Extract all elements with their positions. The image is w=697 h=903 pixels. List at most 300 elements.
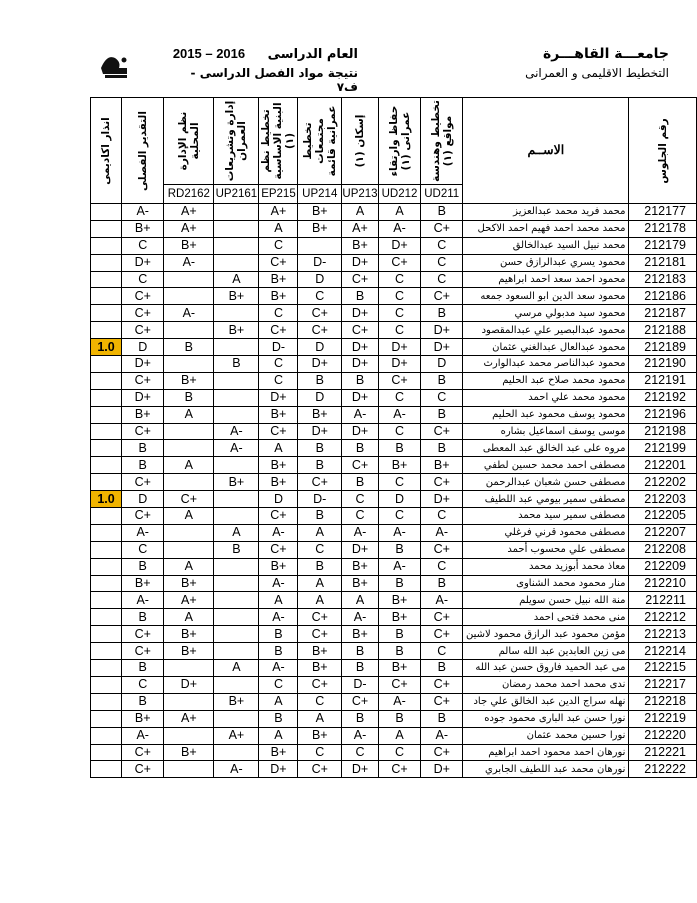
grade-cell: C+ — [421, 693, 463, 710]
semester-grade-cell: C — [122, 541, 164, 558]
academic-warning-cell — [91, 609, 122, 626]
grade-cell: C+ — [421, 626, 463, 643]
academic-warning-cell — [91, 457, 122, 474]
semester-grade-cell: C+ — [122, 423, 164, 440]
seat-number-cell: 212187 — [629, 305, 697, 322]
grade-cell: A — [298, 524, 342, 541]
seat-number-cell: 212177 — [629, 204, 697, 221]
grade-cell: A- — [342, 727, 379, 744]
seat-number-cell: 212203 — [629, 491, 697, 508]
grade-cell: A — [164, 609, 214, 626]
semester-grade-cell: C+ — [122, 288, 164, 305]
grade-cell: C — [342, 744, 379, 761]
table-row — [91, 204, 697, 221]
academic-warning-cell — [91, 288, 122, 305]
student-name-cell: منة الله نبيل حسن سويلم — [463, 592, 629, 609]
seat-number-cell: 212188 — [629, 322, 697, 339]
table-row — [91, 609, 697, 626]
grade-cell: A- — [342, 609, 379, 626]
academic-warning-cell — [91, 710, 122, 727]
grade-cell: A — [214, 660, 259, 677]
grade-cell: B+ — [214, 322, 259, 339]
grade-cell: C — [259, 305, 298, 322]
grade-cell: B — [298, 440, 342, 457]
grade-cell: A — [164, 406, 214, 423]
grade-cell: A- — [259, 575, 298, 592]
semester-grade-cell: A- — [122, 727, 164, 744]
grade-cell: B — [421, 660, 463, 677]
grade-cell: C+ — [259, 541, 298, 558]
grade-cell: D+ — [259, 389, 298, 406]
grade-cell: C+ — [378, 254, 420, 271]
grade-cell: D — [259, 491, 298, 508]
student-name-cell: محمود عبدالناصر محمد عبدالوارث — [463, 356, 629, 373]
seat-number-cell: 212190 — [629, 356, 697, 373]
student-name-cell: منار محمود محمد الشناوى — [463, 575, 629, 592]
grade-cell — [214, 204, 259, 221]
grade-cell: A+ — [164, 710, 214, 727]
student-name-cell: محمود يسري عبدالرازق حسن — [463, 254, 629, 271]
academic-warning-cell — [91, 204, 122, 221]
table-row — [91, 710, 697, 727]
table-row — [91, 406, 697, 423]
grade-cell: B — [342, 660, 379, 677]
grade-cell: A- — [421, 727, 463, 744]
grade-cell: D+ — [421, 491, 463, 508]
grade-cell: A- — [164, 305, 214, 322]
grade-cell: B+ — [298, 727, 342, 744]
grade-cell: D+ — [342, 254, 379, 271]
grade-cell: D+ — [378, 339, 420, 356]
student-name-cell: محمود محمد صلاح عبد الحليم — [463, 372, 629, 389]
grade-cell: C — [421, 558, 463, 575]
academic-warning-cell — [91, 237, 122, 254]
grade-cell: B+ — [259, 558, 298, 575]
grade-cell: A- — [421, 524, 463, 541]
grade-cell: D+ — [342, 423, 379, 440]
grade-cell: B — [378, 643, 420, 660]
grade-cell: D- — [342, 676, 379, 693]
grade-cell: B — [342, 440, 379, 457]
table-row — [91, 727, 697, 744]
academic-year-value: 2016 – 2015 — [172, 46, 246, 61]
academic-warning-cell — [91, 660, 122, 677]
grade-cell: B — [378, 575, 420, 592]
seat-number-cell: 212219 — [629, 710, 697, 727]
grade-cell: C — [298, 288, 342, 305]
grade-cell: B+ — [342, 558, 379, 575]
table-row — [91, 491, 697, 508]
grade-cell: A+ — [342, 220, 379, 237]
seat-number-cell: 212212 — [629, 609, 697, 626]
grade-cell — [164, 761, 214, 778]
course-code: UP213 — [342, 185, 379, 204]
academic-warning-cell — [91, 220, 122, 237]
grade-cell — [214, 575, 259, 592]
semester-grade-cell: B — [122, 693, 164, 710]
grade-cell: C — [259, 356, 298, 373]
table-row — [91, 372, 697, 389]
academic-warning-cell — [91, 356, 122, 373]
grade-cell: C+ — [421, 609, 463, 626]
table-row — [91, 676, 697, 693]
grade-cell: B+ — [164, 744, 214, 761]
grade-cell: B+ — [214, 693, 259, 710]
grade-cell — [214, 220, 259, 237]
grade-cell: B+ — [298, 220, 342, 237]
academic-warning-cell — [91, 592, 122, 609]
grade-cell: D+ — [421, 339, 463, 356]
academic-warning-cell — [91, 626, 122, 643]
department-name: التخطيط الاقليمى و العمرانى — [525, 66, 669, 80]
grade-cell: A- — [342, 524, 379, 541]
grade-cell: C+ — [298, 626, 342, 643]
academic-warning-cell — [91, 524, 122, 541]
grade-cell: C — [378, 423, 420, 440]
grade-cell — [164, 474, 214, 491]
grade-cell: B — [421, 575, 463, 592]
student-name-cell: مروه على عبد الخالق عبد المعطى — [463, 440, 629, 457]
results-table-body — [91, 98, 697, 778]
academic-warning-cell — [91, 305, 122, 322]
table-row — [91, 423, 697, 440]
seat-number-cell: 212181 — [629, 254, 697, 271]
grade-cell: B — [342, 288, 379, 305]
grade-cell: C — [378, 288, 420, 305]
academic-warning-cell — [91, 508, 122, 525]
grade-cell: A- — [214, 423, 259, 440]
semester-grade-cell: A- — [122, 204, 164, 221]
seat-number-cell: 212192 — [629, 389, 697, 406]
grade-cell: D+ — [164, 676, 214, 693]
seat-number-cell: 212210 — [629, 575, 697, 592]
grade-cell: C — [421, 508, 463, 525]
grade-cell: A- — [214, 761, 259, 778]
grade-cell — [214, 389, 259, 406]
grade-cell: C — [421, 271, 463, 288]
subject-header-ep215: تخطيط نظم البنية الاساسية (١) — [259, 98, 298, 185]
grade-cell — [214, 491, 259, 508]
seat-number-cell: 212221 — [629, 744, 697, 761]
table-row — [91, 322, 697, 339]
grade-cell: A — [259, 693, 298, 710]
grade-cell: C+ — [298, 676, 342, 693]
semester-grade-cell: D+ — [122, 389, 164, 406]
grade-cell: D — [298, 339, 342, 356]
grade-cell: A+ — [214, 727, 259, 744]
grade-cell: B+ — [378, 660, 420, 677]
seat-number-cell: 212178 — [629, 220, 697, 237]
subject-header-ud211: تخطيط وهندسة مواقع (١) — [421, 98, 463, 185]
name-header: الاســم — [463, 98, 629, 204]
seat-number-cell: 212179 — [629, 237, 697, 254]
grade-cell: C — [342, 508, 379, 525]
grade-cell: C — [421, 237, 463, 254]
grade-cell: A- — [378, 693, 420, 710]
grade-cell — [214, 710, 259, 727]
grade-cell: A — [259, 220, 298, 237]
grade-cell: C+ — [298, 305, 342, 322]
academic-warning-cell: 1.0 — [91, 339, 122, 356]
table-row — [91, 288, 697, 305]
student-name-cell: مصطفى حسن شعبان عبدالرحمن — [463, 474, 629, 491]
grade-cell — [164, 356, 214, 373]
semester-grade-cell: A- — [122, 524, 164, 541]
grade-cell: B — [421, 440, 463, 457]
grade-cell — [164, 660, 214, 677]
academic-warning-header: انذار اكاديمى — [91, 98, 122, 204]
grade-cell: B+ — [259, 271, 298, 288]
table-row — [91, 254, 697, 271]
student-name-cell: ندى محمد احمد محمد رمضان — [463, 676, 629, 693]
grade-cell: B — [214, 541, 259, 558]
grade-cell: C — [259, 372, 298, 389]
subject-header-rd2162: نظم الإدارة المحلية — [164, 98, 214, 185]
course-code: UD211 — [421, 185, 463, 204]
seat-number-cell: 212215 — [629, 660, 697, 677]
term-title: نتيجة مواد الفصل الدراسى - ف٧ — [190, 66, 358, 94]
table-row — [91, 440, 697, 457]
table-row — [91, 237, 697, 254]
grade-cell: A- — [421, 592, 463, 609]
grade-cell: A- — [259, 609, 298, 626]
grade-cell: B+ — [298, 643, 342, 660]
semester-grade-cell: C — [122, 676, 164, 693]
student-name-cell: نهله سراج الدين عبد الخالق علي جاد — [463, 693, 629, 710]
grade-cell: B — [214, 356, 259, 373]
subject-header-up214: تخطيط مجتمعات عمرانية قائمة — [298, 98, 342, 185]
grade-cell: B — [421, 406, 463, 423]
grade-cell: D+ — [342, 356, 379, 373]
grade-cell: C — [378, 322, 420, 339]
grade-cell: B+ — [164, 626, 214, 643]
grade-cell: C+ — [421, 474, 463, 491]
grade-cell: D — [298, 271, 342, 288]
student-name-cell: مصطفى علي محسوب أحمد — [463, 541, 629, 558]
grade-cell: C — [342, 491, 379, 508]
grade-cell: B — [259, 710, 298, 727]
academic-warning-cell — [91, 541, 122, 558]
grade-cell: B — [342, 710, 379, 727]
grade-cell: C+ — [259, 254, 298, 271]
semester-grade-cell: B+ — [122, 220, 164, 237]
seat-number-cell: 212196 — [629, 406, 697, 423]
grade-cell: B+ — [378, 457, 420, 474]
grade-cell: B — [259, 643, 298, 660]
grade-cell: A — [298, 710, 342, 727]
table-row — [91, 305, 697, 322]
grade-cell: D+ — [342, 761, 379, 778]
grade-cell — [214, 457, 259, 474]
grade-cell: D- — [298, 491, 342, 508]
grade-cell: B — [342, 643, 379, 660]
cairo-university-logo-icon — [97, 48, 133, 80]
grade-cell: B+ — [342, 575, 379, 592]
table-row — [91, 508, 697, 525]
grade-cell: C — [421, 389, 463, 406]
grade-cell: A — [378, 727, 420, 744]
academic-warning-cell — [91, 423, 122, 440]
semester-grade-header: التقدير الفصلى — [122, 98, 164, 204]
grade-cell: D+ — [421, 761, 463, 778]
semester-grade-cell: B+ — [122, 575, 164, 592]
grade-cell: C — [378, 474, 420, 491]
grade-cell: A — [342, 592, 379, 609]
grade-cell: D+ — [342, 541, 379, 558]
grade-cell — [214, 609, 259, 626]
grade-cell: B+ — [259, 406, 298, 423]
academic-warning-cell — [91, 643, 122, 660]
grade-cell: B — [421, 204, 463, 221]
seat-number-cell: 212198 — [629, 423, 697, 440]
grade-cell: C+ — [342, 457, 379, 474]
grade-cell — [164, 524, 214, 541]
seat-number-cell: 212220 — [629, 727, 697, 744]
table-row — [91, 660, 697, 677]
grade-cell: B — [421, 305, 463, 322]
student-name-cell: مصطفى احمد محمد حسين لطفي — [463, 457, 629, 474]
seat-number-cell: 212217 — [629, 676, 697, 693]
grade-cell: B+ — [259, 457, 298, 474]
student-name-cell: مى عبد الحميد فاروق حسن عبد الله — [463, 660, 629, 677]
grade-cell: A — [378, 204, 420, 221]
grade-cell: C — [378, 305, 420, 322]
grade-cell: B+ — [342, 626, 379, 643]
grade-cell: C — [298, 693, 342, 710]
semester-grade-cell: C+ — [122, 372, 164, 389]
semester-grade-cell: B — [122, 457, 164, 474]
grade-cell: C — [259, 237, 298, 254]
semester-grade-cell: B — [122, 660, 164, 677]
grade-cell — [164, 693, 214, 710]
student-name-cell: محمود احمد سعد احمد ابراهيم — [463, 271, 629, 288]
grade-cell: B — [378, 626, 420, 643]
grade-cell — [298, 237, 342, 254]
table-row — [91, 457, 697, 474]
grade-cell — [164, 271, 214, 288]
grade-cell: A+ — [164, 592, 214, 609]
grade-cell: A- — [378, 524, 420, 541]
grade-cell — [214, 592, 259, 609]
table-row — [91, 356, 697, 373]
table-row — [91, 575, 697, 592]
grade-cell: B+ — [378, 609, 420, 626]
semester-grade-cell: D+ — [122, 356, 164, 373]
student-name-cell: نورهان محمد عبد اللطيف الجابري — [463, 761, 629, 778]
grade-cell: A — [342, 204, 379, 221]
grade-cell: A — [214, 524, 259, 541]
grade-cell: B — [421, 372, 463, 389]
grade-cell — [214, 339, 259, 356]
grade-cell: B+ — [164, 237, 214, 254]
grade-cell: C+ — [342, 271, 379, 288]
table-row — [91, 271, 697, 288]
seat-number-cell: 212191 — [629, 372, 697, 389]
grade-cell — [214, 676, 259, 693]
student-name-cell: موسى يوسف اسماعيل بشاره — [463, 423, 629, 440]
grade-cell: C+ — [421, 541, 463, 558]
grade-cell: A — [259, 727, 298, 744]
grade-cell: D+ — [342, 339, 379, 356]
seat-no-header: رقم الجلوس — [629, 98, 697, 204]
academic-warning-cell — [91, 406, 122, 423]
grade-cell: C — [298, 541, 342, 558]
table-row — [91, 524, 697, 541]
student-name-cell: نورا حسين محمد عثمان — [463, 727, 629, 744]
grade-cell: D+ — [378, 356, 420, 373]
grade-cell: A — [259, 592, 298, 609]
grade-cell: C — [298, 744, 342, 761]
grade-cell: A- — [378, 406, 420, 423]
table-row — [91, 389, 697, 406]
grade-cell — [164, 440, 214, 457]
course-code: EP215 — [259, 185, 298, 204]
grade-cell: C+ — [164, 491, 214, 508]
academic-year-label: العام الدراسى — [267, 47, 358, 62]
subject-header-ud212: حفاظ وارتقاء عمرانى (١) — [378, 98, 420, 185]
grade-cell: C — [421, 643, 463, 660]
student-name-cell: محمد نبيل السيد عبدالخالق — [463, 237, 629, 254]
table-row — [91, 541, 697, 558]
grade-cell — [214, 626, 259, 643]
grade-cell: B+ — [378, 592, 420, 609]
course-code: UD212 — [378, 185, 420, 204]
seat-number-cell: 212213 — [629, 626, 697, 643]
academic-warning-cell: 1.0 — [91, 491, 122, 508]
table-row — [91, 474, 697, 491]
grade-cell — [214, 643, 259, 660]
semester-grade-cell: D — [122, 339, 164, 356]
semester-grade-cell: A- — [122, 592, 164, 609]
semester-grade-cell: B — [122, 609, 164, 626]
academic-warning-cell — [91, 389, 122, 406]
grade-cell: C — [378, 508, 420, 525]
grade-cell: B+ — [214, 288, 259, 305]
grade-cell — [214, 254, 259, 271]
grade-cell: D — [298, 389, 342, 406]
grade-cell: C+ — [378, 372, 420, 389]
student-name-cell: مى زين العابدين عبد الله سالم — [463, 643, 629, 660]
grade-cell: D+ — [298, 356, 342, 373]
header-row — [91, 98, 697, 185]
semester-grade-cell: D — [122, 491, 164, 508]
table-row — [91, 339, 697, 356]
grade-cell: A — [298, 592, 342, 609]
grade-cell: A — [164, 508, 214, 525]
seat-number-cell: 212218 — [629, 693, 697, 710]
semester-grade-cell: D+ — [122, 254, 164, 271]
grade-cell — [214, 406, 259, 423]
student-name-cell: محمد محمد احمد فهيم احمد الاكحل — [463, 220, 629, 237]
grade-cell: D — [421, 356, 463, 373]
grade-cell: A- — [259, 660, 298, 677]
grade-cell: B+ — [298, 660, 342, 677]
grade-cell: B — [164, 339, 214, 356]
grade-cell: D+ — [298, 423, 342, 440]
seat-number-cell: 212211 — [629, 592, 697, 609]
grade-cell — [214, 305, 259, 322]
student-name-cell: محمود سيد مدبولي مرسي — [463, 305, 629, 322]
grade-cell: C+ — [298, 322, 342, 339]
seat-number-cell: 212201 — [629, 457, 697, 474]
student-name-cell: محمود محمد علي احمد — [463, 389, 629, 406]
grade-cell: B+ — [259, 288, 298, 305]
grade-cell: D+ — [378, 237, 420, 254]
seat-number-cell: 212186 — [629, 288, 697, 305]
grade-cell: C+ — [421, 288, 463, 305]
grade-cell — [214, 372, 259, 389]
student-name-cell: محمود عبدالعال عبدالغني عثمان — [463, 339, 629, 356]
